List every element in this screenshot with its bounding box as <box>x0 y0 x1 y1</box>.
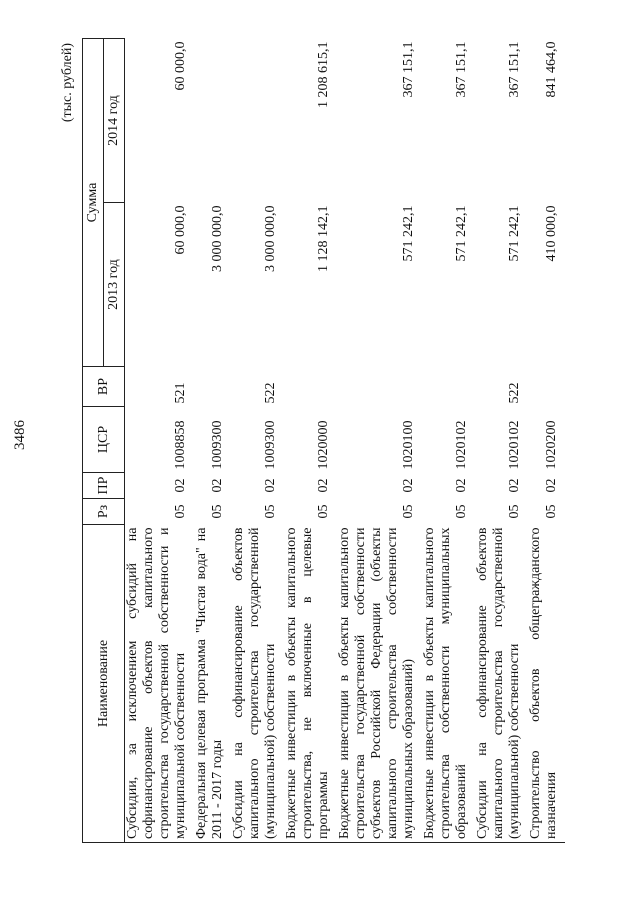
row-amount-2013: 571 242,1 <box>454 205 469 262</box>
row-vr: 522 <box>507 382 522 404</box>
row-csr: 1009300 <box>210 420 225 470</box>
row-csr: 1008858 <box>173 420 188 470</box>
row-amount-2013: 410 000,0 <box>544 205 559 262</box>
row-amount-2013: 3 000 000,0 <box>210 205 225 272</box>
header-vr: ВР <box>83 367 125 407</box>
row-amount-2014: 841 464,0 <box>544 41 559 98</box>
row-vr: 522 <box>263 382 278 404</box>
table-body <box>125 39 566 843</box>
budget-table <box>82 38 565 843</box>
table-row <box>231 39 284 843</box>
row-vr <box>422 367 475 407</box>
row-name: Бюджетные инвестиции в объекты капитального строительства, не включенные в целевые программы <box>284 525 337 843</box>
row-amount-2013: 1 128 142,1 <box>316 205 331 272</box>
row-csr: 1020102 <box>507 420 522 470</box>
row-csr: 1020102 <box>454 420 469 470</box>
row-name: Субсидии на софинансирование объектов капитального строительства государственной (муниципальной) собственности <box>475 525 528 843</box>
table-row <box>422 39 475 843</box>
row-csr: 1020000 <box>316 420 331 470</box>
header-csr: ЦСР <box>83 407 125 473</box>
row-rz: 05 <box>544 504 559 519</box>
row-rz: 05 <box>316 504 331 519</box>
row-name: Бюджетные инвестиции в объекты капитального строительства государственной собственности субъектов Российской Федерации (объекты капитального строительства собственности муниципальных образований) <box>337 525 422 843</box>
table-header <box>83 39 125 843</box>
row-pr: 02 <box>544 478 559 493</box>
row-amount-2014: 367 151,1 <box>507 41 522 98</box>
table-row <box>194 39 231 843</box>
row-name: Федеральная целевая программа "Чистая вода" на 2011 - 2017 годы <box>194 525 231 843</box>
row-rz: 05 <box>454 504 469 519</box>
row-pr: 02 <box>210 478 225 493</box>
row-amount-2014 <box>231 39 284 203</box>
header-year-2014: 2014 год <box>104 39 125 203</box>
row-pr: 02 <box>507 478 522 493</box>
table-row <box>284 39 337 843</box>
row-vr <box>194 367 231 407</box>
row-amount-2014: 367 151,1 <box>454 41 469 98</box>
row-rz: 05 <box>173 504 188 519</box>
header-sum: Сумма <box>83 39 104 367</box>
table-row <box>337 39 422 843</box>
row-pr: 02 <box>316 478 331 493</box>
row-amount-2014: 60 000,0 <box>173 41 188 91</box>
row-pr: 02 <box>454 478 469 493</box>
table-row <box>475 39 528 843</box>
row-vr <box>528 367 565 407</box>
row-rz: 05 <box>263 504 278 519</box>
table-row <box>125 39 195 843</box>
row-amount-2013: 3 000 000,0 <box>263 205 278 272</box>
header-pr: ПР <box>83 473 125 499</box>
row-rz: 05 <box>210 504 225 519</box>
row-rz: 05 <box>401 504 416 519</box>
row-amount-2013: 571 242,1 <box>401 205 416 262</box>
page-number: 3486 <box>12 420 28 450</box>
row-pr: 02 <box>401 478 416 493</box>
row-vr: 521 <box>173 382 188 404</box>
row-name: Субсидии, за исключением субсидий на софинансирование объектов капитального строительства государственной собственности и муниципальной собственности <box>125 525 195 843</box>
row-rz: 05 <box>507 504 522 519</box>
row-csr: 1020100 <box>401 420 416 470</box>
row-pr: 02 <box>263 478 278 493</box>
row-vr <box>284 367 337 407</box>
row-name: Строительство объектов общегражданского назначения <box>528 525 565 843</box>
row-csr: 1009300 <box>263 420 278 470</box>
header-year-2013: 2013 год <box>104 203 125 367</box>
row-name: Субсидии на софинансирование объектов капитального строительства государственной (муниципальной) собственности <box>231 525 284 843</box>
header-name: Наименование <box>83 525 125 843</box>
row-csr: 1020200 <box>544 420 559 470</box>
table-row <box>528 39 565 843</box>
row-amount-2013: 60 000,0 <box>173 205 188 255</box>
row-vr <box>337 367 422 407</box>
row-name: Бюджетные инвестиции в объекты капитального строительства собственности муниципальных образований <box>422 525 475 843</box>
row-amount-2014: 367 151,1 <box>401 41 416 98</box>
row-amount-2014 <box>194 39 231 203</box>
row-amount-2013: 571 242,1 <box>507 205 522 262</box>
header-rz: Рз <box>83 499 125 525</box>
units-note: (тыс. рублей) <box>60 43 75 123</box>
row-amount-2014: 1 208 615,1 <box>316 41 331 108</box>
row-pr: 02 <box>173 478 188 493</box>
